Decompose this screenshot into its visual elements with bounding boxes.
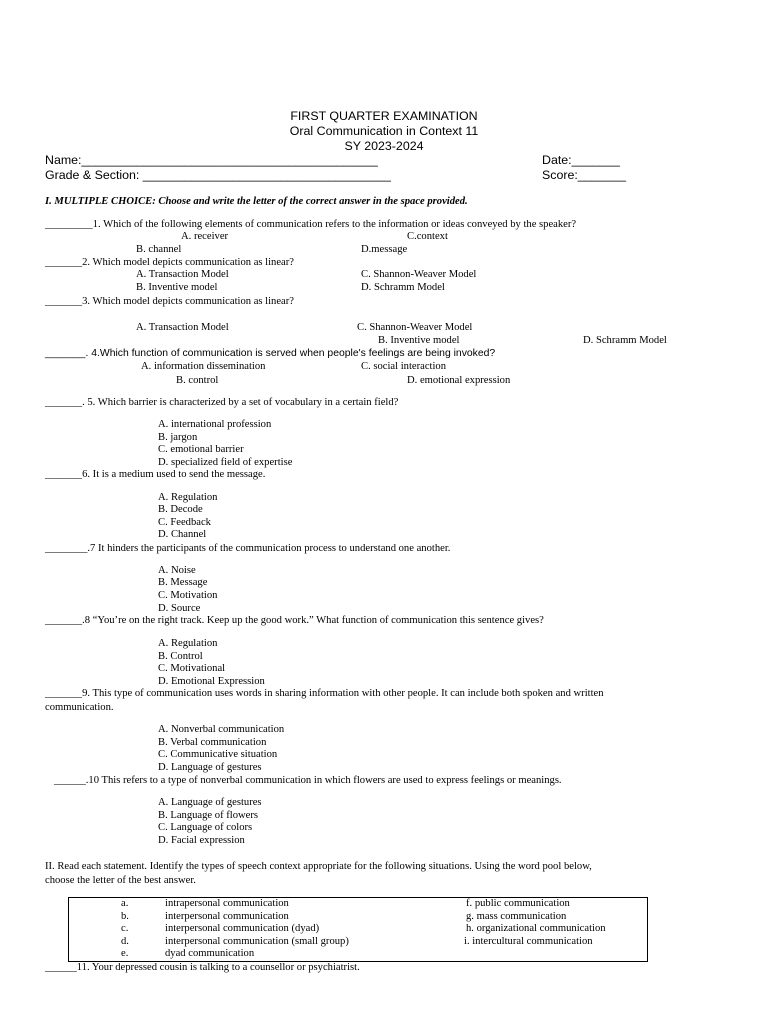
grade-section-field: Grade & Section: ____________________________________ <box>45 168 391 182</box>
score-field: Score:_______ <box>542 168 627 182</box>
q7-option-d: D. Source <box>158 603 201 614</box>
q1-option-d: D.message <box>361 244 408 255</box>
q9-option-c: C. Communicative situation <box>158 749 278 760</box>
q4-option-b: B. control <box>176 375 219 386</box>
exam-title: FIRST QUARTER EXAMINATION <box>290 109 478 123</box>
q3-option-a: A. Transaction Model <box>136 322 229 333</box>
q2-option-c: C. Shannon-Weaver Model <box>361 269 477 280</box>
question-5: _______. 5. Which barrier is characterized by a set of vocabulary in a certain field? <box>45 397 399 408</box>
word-pool-letter: e. <box>121 948 129 960</box>
word-pool-letter: b. <box>121 910 129 922</box>
q3-option-c: C. Shannon-Weaver Model <box>357 322 473 333</box>
q2-option-a: A. Transaction Model <box>136 269 229 280</box>
q4-option-a: A. information dissemination <box>141 361 266 372</box>
q8-option-b: B. Control <box>158 651 203 662</box>
word-pool-term: dyad communication <box>165 948 255 960</box>
q3-option-b: B. Inventive model <box>378 335 460 346</box>
q10-option-a: A. Language of gestures <box>158 797 262 808</box>
word-pool-term: interpersonal communication <box>165 910 289 922</box>
word-pool-term-right: h. organizational communication <box>466 923 606 935</box>
question-11: ______11. Your depressed cousin is talking to a counsellor or psychiatrist. <box>45 962 360 973</box>
question-10: ______.10 This refers to a type of nonverbal communication in which flowers are used to express feelings or meanings. <box>54 775 562 786</box>
word-pool-row <box>69 936 647 949</box>
q5-option-a: A. international profession <box>158 419 272 430</box>
q6-option-a: A. Regulation <box>158 492 218 503</box>
part1-heading: I. MULTIPLE CHOICE: Choose and write the letter of the correct answer in the space provided. <box>45 196 468 207</box>
q7-option-b: B. Message <box>158 577 208 588</box>
question-1: _________1. Which of the following elements of communication refers to the information or ideas conveyed by the speaker? <box>45 219 577 230</box>
word-pool-term-right: f. public communication <box>466 898 570 909</box>
q6-option-b: B. Decode <box>158 504 203 515</box>
part2-instruction-continued: choose the letter of the best answer. <box>45 875 196 886</box>
q5-option-c: C. emotional barrier <box>158 444 244 455</box>
word-pool-term: interpersonal communication (dyad) <box>165 923 320 935</box>
word-pool-letter: d. <box>121 935 129 947</box>
q10-option-b: B. Language of flowers <box>158 810 259 821</box>
q8-option-a: A. Regulation <box>158 638 218 649</box>
word-pool-row <box>69 923 647 936</box>
school-year: SY 2023-2024 <box>344 139 424 153</box>
word-pool-letter: c. <box>121 923 129 935</box>
q6-option-c: C. Feedback <box>158 517 211 528</box>
q8-option-d: D. Emotional Expression <box>158 676 265 687</box>
word-pool-term-right: i. intercultural communication <box>464 935 593 947</box>
q8-option-c: C. Motivational <box>158 663 226 674</box>
word-pool-term: intrapersonal communication <box>165 898 289 909</box>
word-pool-box <box>68 897 648 962</box>
q7-option-c: C. Motivation <box>158 590 218 601</box>
q2-option-d: D. Schramm Model <box>361 282 445 293</box>
word-pool-row <box>69 911 647 924</box>
q5-option-b: B. jargon <box>158 432 198 443</box>
q1-option-a: A. receiver <box>181 231 229 242</box>
exam-subject: Oral Communication in Context 11 <box>289 124 479 138</box>
q5-option-d: D. specialized field of expertise <box>158 457 293 468</box>
word-pool-term: interpersonal communication (small group) <box>165 935 349 947</box>
q10-option-d: D. Facial expression <box>158 835 245 846</box>
word-pool-term-right: g. mass communication <box>466 910 567 922</box>
q9-option-a: A. Nonverbal communication <box>158 724 285 735</box>
question-9: _______9. This type of communication uses words in sharing information with other people. It can include both spoken and written <box>45 688 604 699</box>
q7-option-a: A. Noise <box>158 565 196 576</box>
q1-option-b: B. channel <box>136 244 182 255</box>
question-7: ________.7 It hinders the participants of the communication process to understand one another. <box>45 543 451 554</box>
question-3: _______3. Which model depicts communication as linear? <box>45 296 294 307</box>
q1-option-c: C.context <box>407 231 448 242</box>
name-field: Name:___________________________________________ <box>45 153 378 167</box>
question-8: _______.8 “You’re on the right track. Keep up the good work.” What function of communication this sentence gives? <box>45 615 544 626</box>
q6-option-d: D. Channel <box>158 529 207 540</box>
q3-option-d: D. Schramm Model <box>583 335 667 346</box>
q4-option-c: C. social interaction <box>361 361 447 372</box>
word-pool-letter: a. <box>121 898 129 909</box>
q2-option-b: B. Inventive model <box>136 282 218 293</box>
q9-option-d: D. Language of gestures <box>158 762 262 773</box>
part2-instruction: II. Read each statement. Identify the types of speech context appropriate for the following situations. Using the word pool below, <box>45 861 592 872</box>
q10-option-c: C. Language of colors <box>158 822 253 833</box>
word-pool-row <box>69 898 647 911</box>
question-9-continued: communication. <box>45 702 114 713</box>
q4-option-d: D. emotional expression <box>407 375 511 386</box>
word-pool-row <box>69 948 647 961</box>
date-field: Date:_______ <box>542 153 620 167</box>
q9-option-b: B. Verbal communication <box>158 737 267 748</box>
question-6: _______6. It is a medium used to send the message. <box>45 469 266 480</box>
question-4: _______. 4.Which function of communication is served when people's feelings are being invoked? <box>45 348 496 359</box>
question-2: _______2. Which model depicts communication as linear? <box>45 257 294 268</box>
